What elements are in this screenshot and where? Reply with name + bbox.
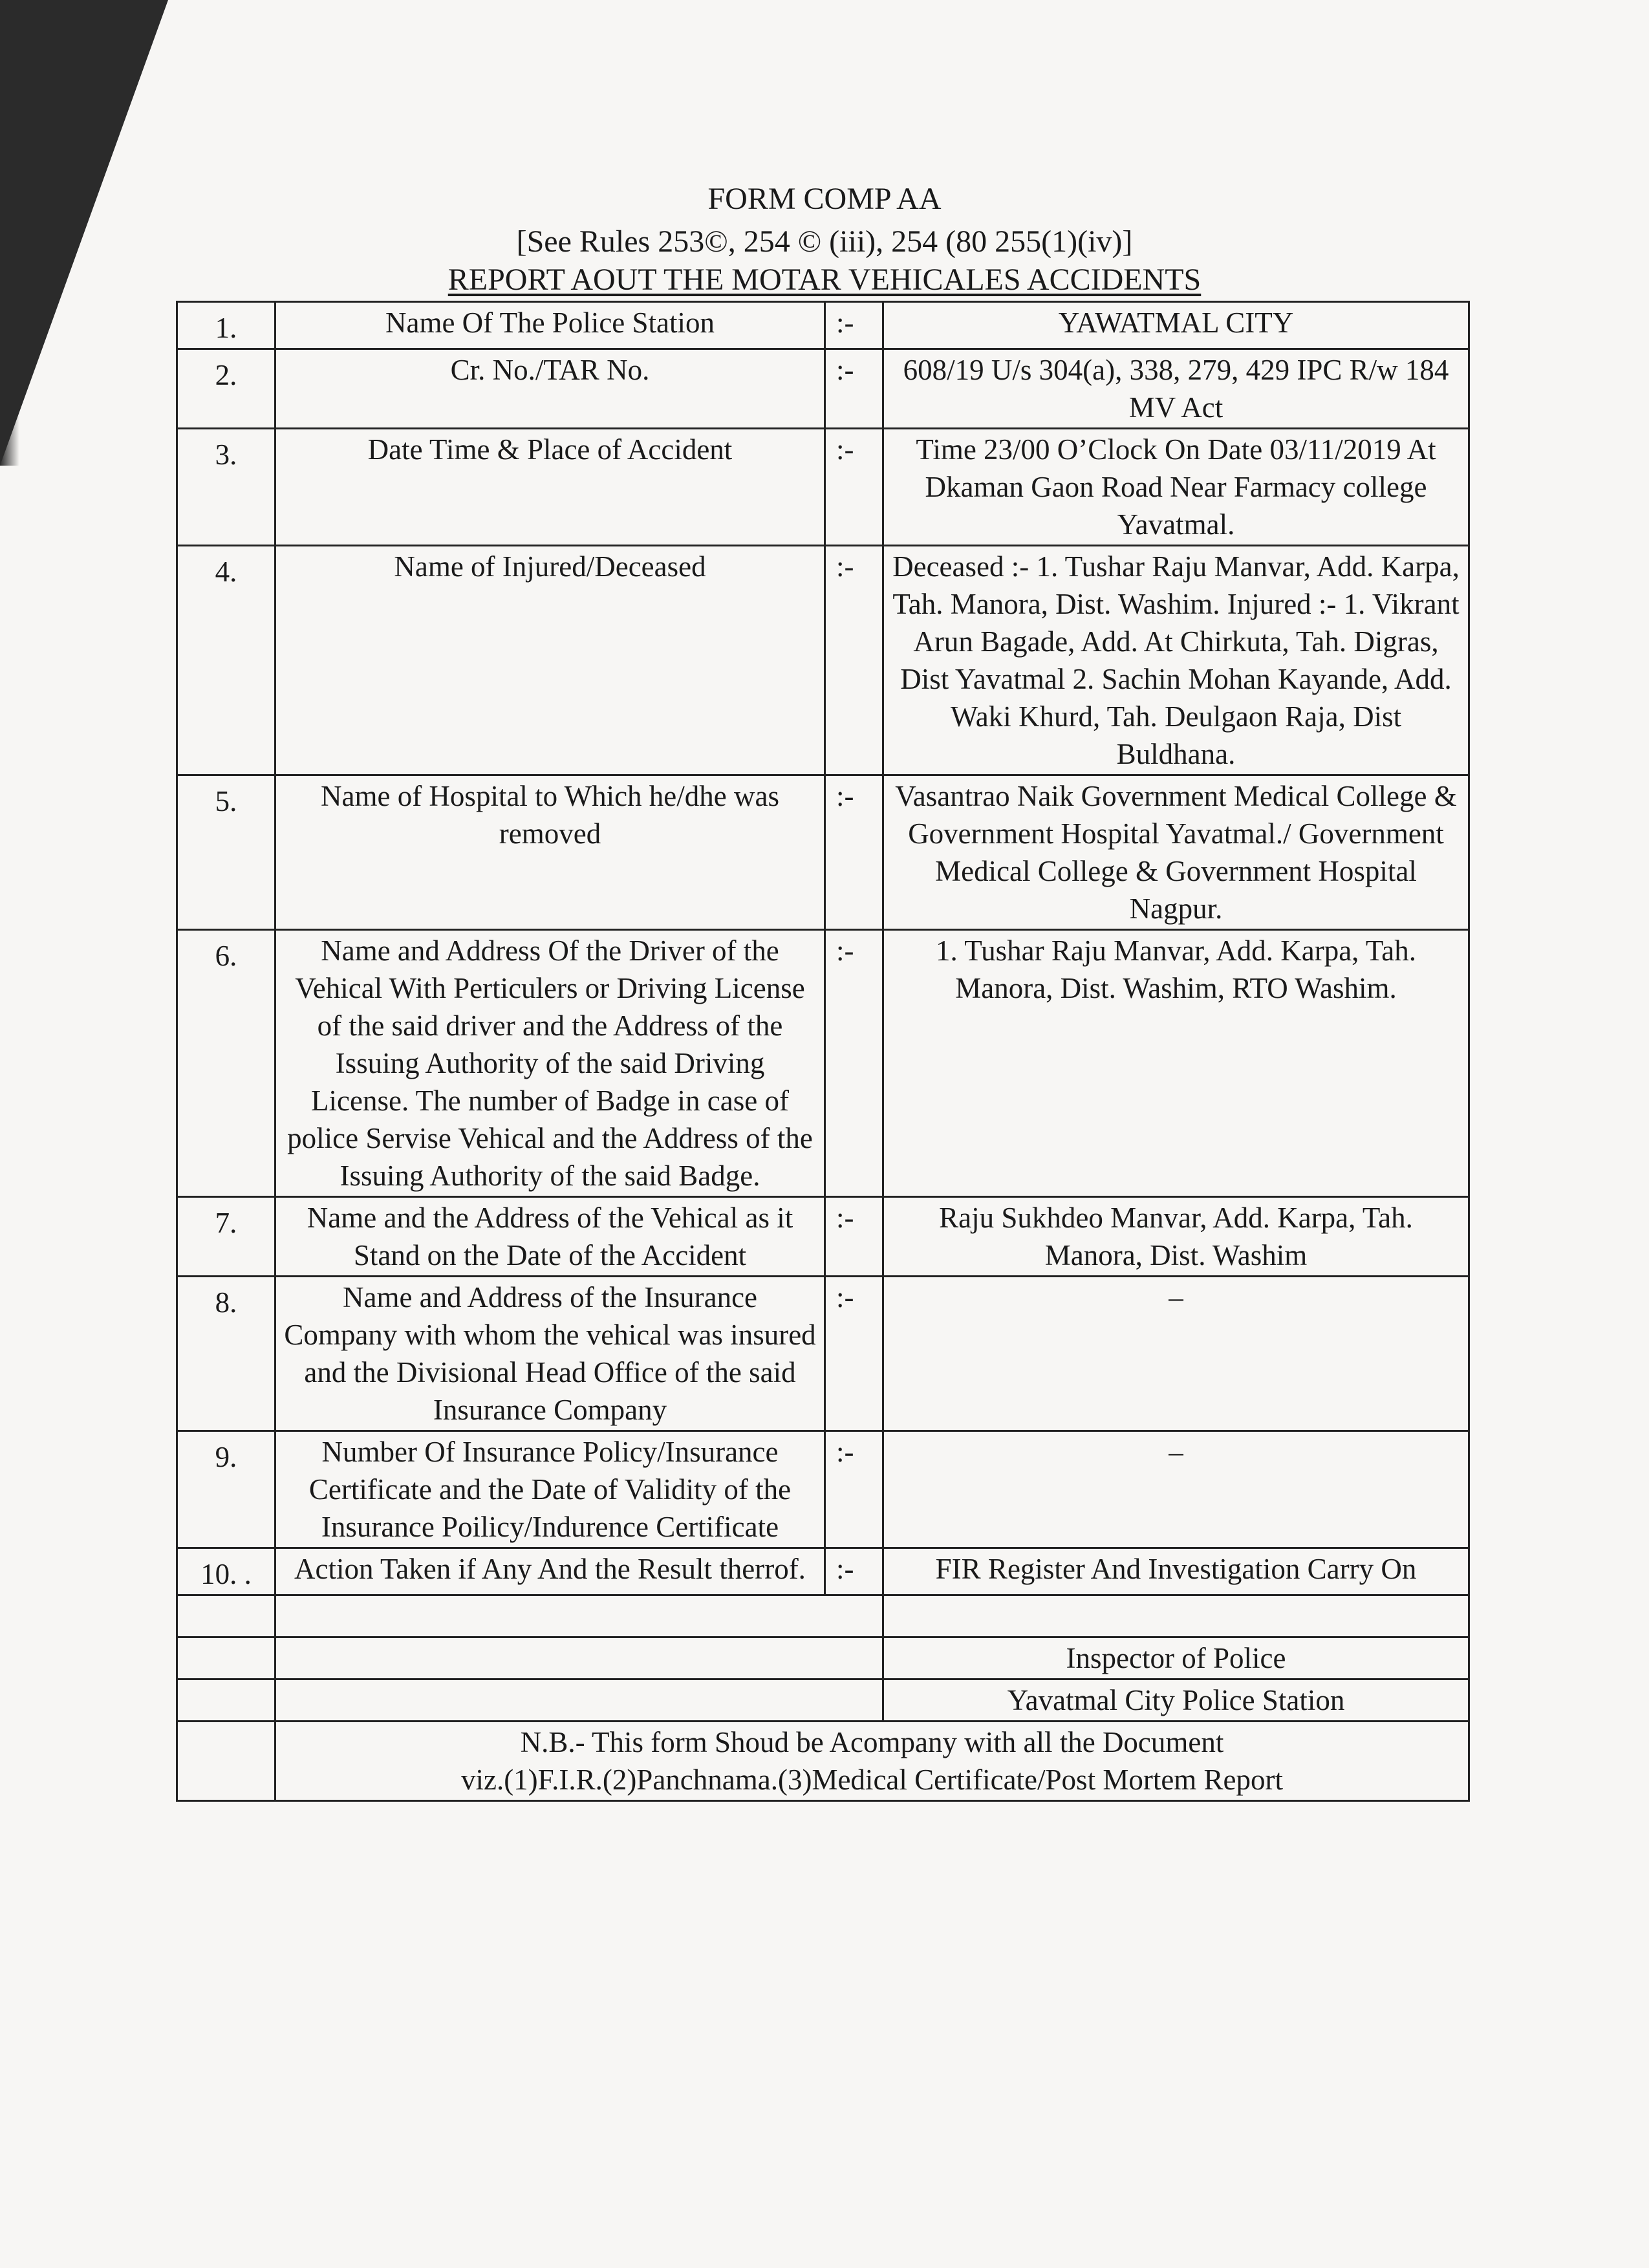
table-row bbox=[177, 1277, 1469, 1431]
table-row bbox=[177, 349, 1469, 429]
row-number: 1. bbox=[177, 302, 275, 349]
row-number: 4. bbox=[177, 546, 275, 775]
form-title: FORM COMP AA bbox=[707, 182, 942, 216]
row-number: 3. bbox=[177, 429, 275, 546]
table-row bbox=[177, 429, 1469, 546]
table-row bbox=[177, 930, 1469, 1197]
blank-cell bbox=[883, 1595, 1469, 1637]
row-label: Name and the Address of the Vehical as it Stand on the Date of the Accident bbox=[275, 1197, 825, 1277]
row-label: Date Time & Place of Accident bbox=[275, 429, 825, 546]
table-row bbox=[177, 302, 1469, 349]
row-separator: :- bbox=[825, 1431, 883, 1548]
accident-report-table bbox=[176, 301, 1470, 1802]
blank-cell bbox=[177, 1637, 275, 1679]
blank-cell bbox=[275, 1679, 883, 1722]
row-value: Vasantrao Naik Government Medical College & Government Hospital Yavatmal./ Government Medical College & Government Hospital Nagpur. bbox=[883, 775, 1469, 930]
row-label: Name of Injured/Deceased bbox=[275, 546, 825, 775]
note-line-2: viz.(1)F.I.R.(2)Panchnama.(3)Medical Certificate/Post Mortem Report bbox=[460, 1764, 1284, 1796]
row-label: Action Taken if Any And the Result therrof. bbox=[275, 1548, 825, 1595]
report-title: REPORT AOUT THE MOTAR VEHICALES ACCIDENTS bbox=[447, 263, 1202, 297]
row-label: Name Of The Police Station bbox=[275, 302, 825, 349]
rules-reference: [See Rules 253©, 254 © (iii), 254 (80 255(1)(iv)] bbox=[516, 224, 1133, 259]
note-cell bbox=[275, 1722, 1469, 1801]
blank-cell bbox=[275, 1637, 883, 1679]
row-number: 10. . bbox=[177, 1548, 275, 1595]
row-value: Deceased :- 1. Tushar Raju Manvar, Add. Karpa, Tah. Manora, Dist. Washim. Injured :- 1. Vikrant Arun Bagade, Add. At Chirkuta, Tah. Digras, Dist Yavatmal 2. Sachin Mohan Kayande, Add. Waki Khurd, Tah. Deulgaon Raja, Dist Buldhana. bbox=[883, 546, 1469, 775]
table-row bbox=[177, 546, 1469, 775]
row-label: Cr. No./TAR No. bbox=[275, 349, 825, 429]
row-number: 2. bbox=[177, 349, 275, 429]
table-row bbox=[177, 1431, 1469, 1548]
row-value: Time 23/00 O’Clock On Date 03/11/2019 At Dkaman Gaon Road Near Farmacy college Yavatmal. bbox=[883, 429, 1469, 546]
row-number: 6. bbox=[177, 930, 275, 1197]
row-separator: :- bbox=[825, 546, 883, 775]
row-label: Name of Hospital to Which he/dhe was removed bbox=[275, 775, 825, 930]
row-separator: :- bbox=[825, 1197, 883, 1277]
row-separator: :- bbox=[825, 429, 883, 546]
table-row bbox=[177, 1197, 1469, 1277]
row-separator: :- bbox=[825, 775, 883, 930]
row-separator: :- bbox=[825, 349, 883, 429]
row-separator: :- bbox=[825, 302, 883, 349]
row-label: Number Of Insurance Policy/Insurance Certificate and the Date of Validity of the Insurance Poilicy/Indurence Certificate bbox=[275, 1431, 825, 1548]
row-value: 1. Tushar Raju Manvar, Add. Karpa, Tah. Manora, Dist. Washim, RTO Washim. bbox=[883, 930, 1469, 1197]
row-value: Raju Sukhdeo Manvar, Add. Karpa, Tah. Manora, Dist. Washim bbox=[883, 1197, 1469, 1277]
row-separator: :- bbox=[825, 1277, 883, 1431]
row-value: FIR Register And Investigation Carry On bbox=[883, 1548, 1469, 1595]
row-separator: :- bbox=[825, 930, 883, 1197]
signature-designation: Inspector of Police bbox=[883, 1637, 1469, 1679]
row-label: Name and Address Of the Driver of the Vehical With Perticulers or Driving License of the said driver and the Address of the Issuing Authority of the said Driving License. The number of Badge in case of police Servise Vehical and the Address of the Issuing Authority of the said Badge. bbox=[275, 930, 825, 1197]
row-value: – bbox=[883, 1277, 1469, 1431]
blank-row bbox=[177, 1595, 1469, 1637]
blank-cell bbox=[177, 1595, 275, 1637]
row-number: 7. bbox=[177, 1197, 275, 1277]
row-label: Name and Address of the Insurance Company with whom the vehical was insured and the Divisional Head Office of the said Insurance Company bbox=[275, 1277, 825, 1431]
blank-cell bbox=[177, 1679, 275, 1722]
signature-row bbox=[177, 1679, 1469, 1722]
row-value: YAWATMAL CITY bbox=[883, 302, 1469, 349]
note-line-1: N.B.- This form Shoud be Acompany with all the Document bbox=[520, 1726, 1224, 1758]
row-number: 5. bbox=[177, 775, 275, 930]
note-row bbox=[177, 1722, 1469, 1801]
signature-station: Yavatmal City Police Station bbox=[883, 1679, 1469, 1722]
report-rows bbox=[177, 302, 1469, 1801]
table-row bbox=[177, 775, 1469, 930]
row-value: 608/19 U/s 304(a), 338, 279, 429 IPC R/w 184 MV Act bbox=[883, 349, 1469, 429]
row-value: – bbox=[883, 1431, 1469, 1548]
row-number: 8. bbox=[177, 1277, 275, 1431]
signature-row bbox=[177, 1637, 1469, 1679]
row-separator: :- bbox=[825, 1548, 883, 1595]
row-number: 9. bbox=[177, 1431, 275, 1548]
blank-cell bbox=[275, 1595, 883, 1637]
blank-cell bbox=[177, 1722, 275, 1801]
table-row bbox=[177, 1548, 1469, 1595]
